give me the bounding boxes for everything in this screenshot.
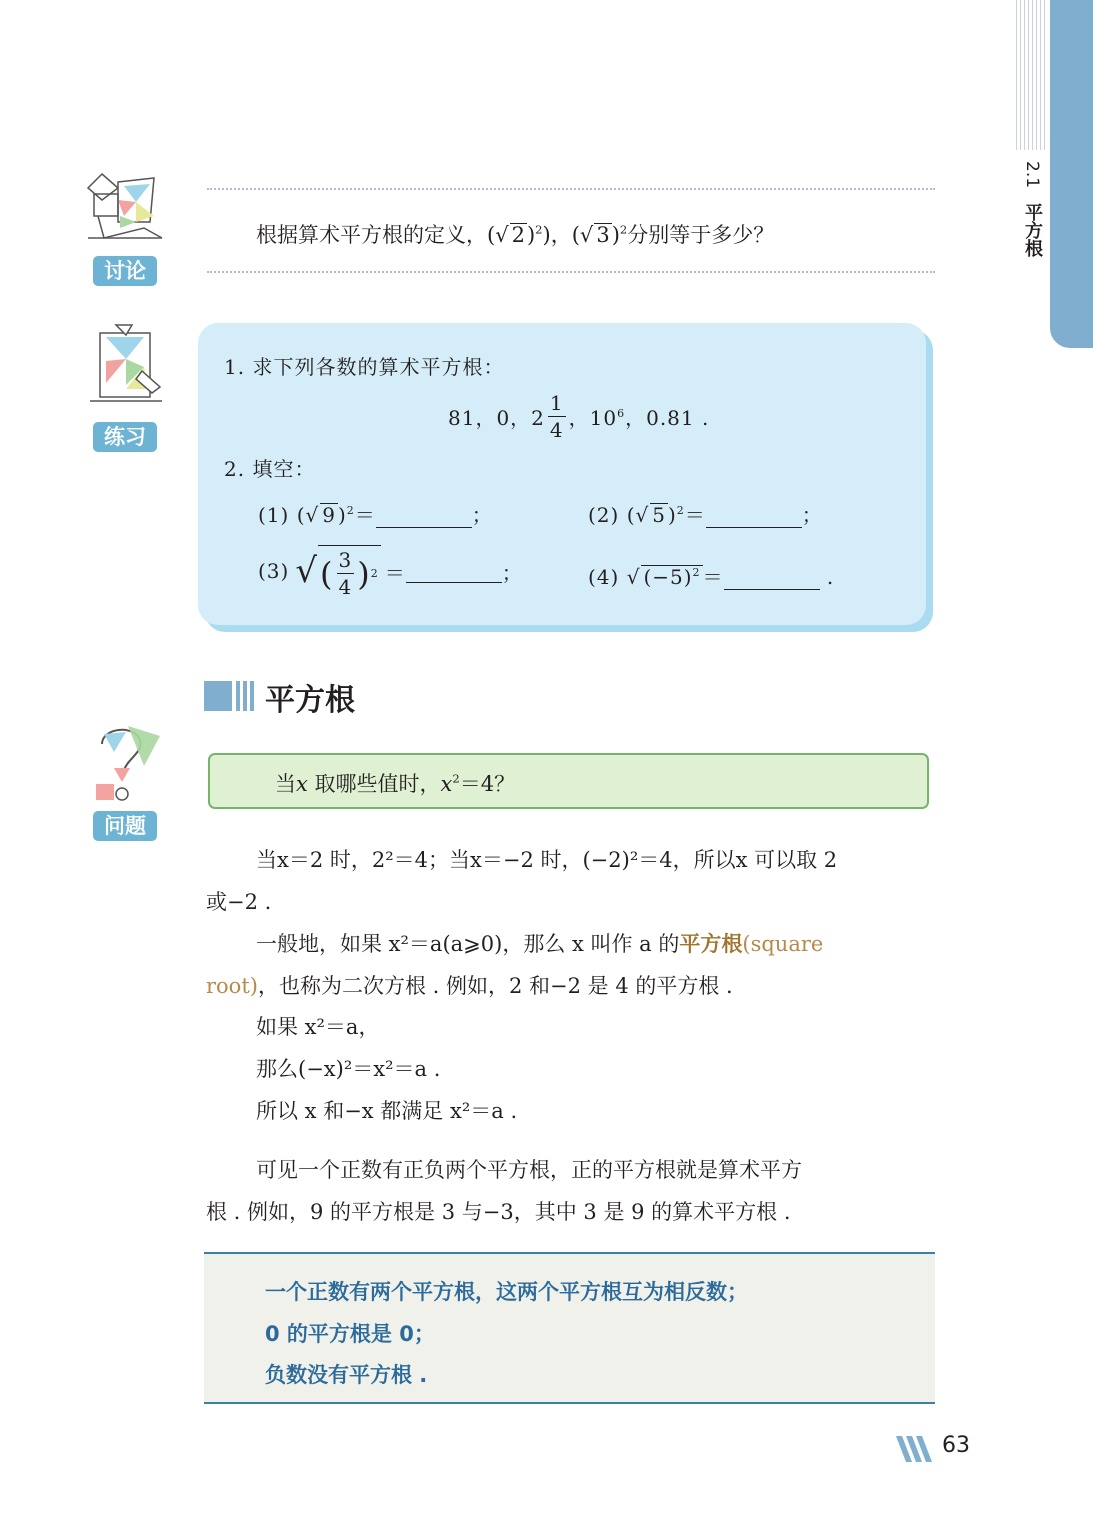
tangram-question-icon [88,722,164,806]
summary-line-1: 一个正数有两个平方根，这两个平方根互为相反数； [265,1280,748,1304]
divider [207,188,935,190]
page-number: 63 [942,1433,970,1458]
practice-badge: 练习 [93,422,157,452]
body-paragraph-2-line-2: root)，也称为二次方根 . 例如，2 和−2 是 4 的平方根 . [206,974,733,998]
term-square-root: 平方根 [679,932,743,956]
summary-box [204,1252,935,1404]
question-text: 当x 取哪些值时，$x^2=4$？ [275,771,516,796]
section-heading-stripe [250,681,254,711]
body-paragraph-2-line-1: 一般地，如果 x²＝a(a⩾0)，那么 x 叫作 a 的平方根(square [256,932,824,956]
practice-box [198,323,926,625]
chapter-side-tab [1050,0,1093,348]
divider [207,271,935,273]
question-badge: 问题 [93,811,157,841]
section-heading-bar [204,681,232,711]
section-heading-stripe [243,681,247,711]
practice-q1-values: 81，0，2 $\frac{1}{4}$ ，$10^6$，0.81 . [448,391,710,442]
tangram-discussion-icon [84,172,166,244]
body-paragraph-3-line-2: 那么(−x)²＝x²＝a . [256,1057,441,1081]
practice-item-4: (4) √ $(-5)^2$ ＝ . [588,565,835,589]
section-title: 平方根 [265,683,355,718]
summary-line-3: 负数没有平方根 . [265,1363,428,1387]
practice-q1-label: 1. 求下列各数的算术平方根： [224,355,505,379]
practice-q2-label: 2. 填空： [224,457,316,481]
practice-item-1: (1) (√ 9 )$^2$＝ ； [258,503,493,527]
section-heading-stripe [236,681,240,711]
body-paragraph-1-line-1: 当x＝2 时，2²＝4；当x＝−2 时，(−2)²＝4，所以x 可以取 2 [256,848,838,872]
body-paragraph-3-line-1: 如果 x²＝a， [256,1015,380,1039]
practice-item-3: (3) √ ( $\frac{3}{4}$ ) 2 ＝ ； [258,545,523,597]
body-paragraph-3-line-3: 所以 x 和−x 都满足 x²＝a . [256,1099,518,1123]
summary-line-2: 0 的平方根是 0； [265,1322,435,1346]
chapter-number: 2.1 [1022,161,1042,189]
tangram-practice-icon [86,323,166,411]
body-paragraph-1-line-2: 或−2 . [206,890,272,914]
body-paragraph-4-line-2: 根 . 例如，9 的平方根是 3 与−3，其中 3 是 9 的算术平方根 . [206,1200,791,1224]
chapter-title: 平方根 [1022,203,1043,257]
practice-item-2: (2) (√ 5 )$^2$＝ ； [588,503,823,527]
question-box [208,753,929,809]
discussion-question: 根据算术平方根的定义，(√ 2)$^2$)，(√ 3)$^2$分别等于多少？ [256,222,775,247]
discussion-badge: 讨论 [93,256,157,286]
page-number-stripes [896,1436,938,1462]
chapter-label [1022,155,1042,257]
body-paragraph-4-line-1: 可见一个正数有正负两个平方根，正的平方根就是算术平方 [256,1158,802,1182]
